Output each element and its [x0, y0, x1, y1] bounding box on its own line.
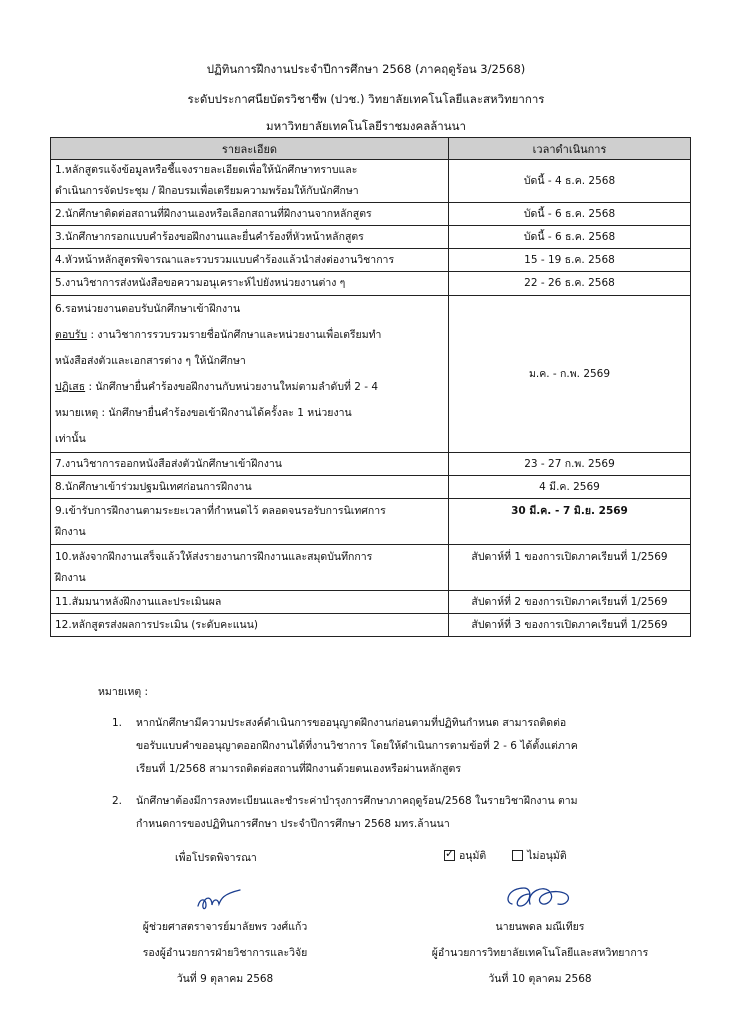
notes-title: หมายเหตุ :: [98, 686, 149, 698]
row-remark: หมายเหตุ : นักศึกษายื่นคำร้องขอเข้าฝึกงานได้ครั้งละ 1 หน่วยงาน: [55, 407, 352, 419]
note-text: [136, 790, 696, 836]
row-text: 10.หลังจากฝึกงานเสร็จแล้วให้ส่งรายงานการฝึกงานและสมุดบันทึกการ: [55, 550, 373, 563]
row-detail: 12.หลักสูตรส่งผลการประเมิน (ระดับคะแนน): [51, 614, 449, 637]
note-line: ขอรับแบบคำขออนุญาตออกฝึกงานได้ที่งานวิชาการ โดยให้ดำเนินการตามข้อที่ 2 - 6 ได้ตั้งแต่ภาค: [136, 740, 578, 752]
table-row: [51, 226, 691, 249]
approval-options: [444, 847, 593, 864]
row-detail: [51, 296, 449, 453]
row-remark: เท่านั้น: [55, 433, 86, 445]
row-detail: 7.งานวิชาการออกหนังสือส่งตัวนักศึกษาเข้าฝึกงาน: [51, 453, 449, 476]
row-detail: [51, 499, 449, 545]
approve-checkbox[interactable]: [444, 850, 455, 861]
row-time: ม.ค. - ก.พ. 2569: [449, 296, 691, 453]
note-line: นักศึกษาต้องมีการลงทะเบียนและชำระค่าบำรุงการศึกษาภาคฤดูร้อน/2568 ในรายวิชาฝึกงาน ตาม: [136, 795, 578, 807]
row-time: บัดนี้ - 6 ธ.ค. 2568: [449, 203, 691, 226]
row-time: 22 - 26 ธ.ค. 2568: [449, 272, 691, 296]
row-time: 23 - 27 ก.พ. 2569: [449, 453, 691, 476]
table-row: [51, 453, 691, 476]
row-detail: 4.หัวหน้าหลักสูตรพิจารณาและรวบรวมแบบคำร้องแล้วนำส่งต่องานวิชาการ: [51, 249, 449, 272]
signer-name: นายนพดล มณีเทียร: [495, 921, 585, 933]
row-text: 9.เข้ารับการฝึกงานตามระยะเวลาที่กำหนดไว้ ตลอดจนรอรับการนิเทศการ: [55, 504, 386, 517]
table-row: [51, 545, 691, 591]
row-time: 30 มี.ค. - 7 มิ.ย. 2569: [449, 499, 691, 545]
signature-mark-icon: [190, 886, 260, 914]
row-detail: [51, 545, 449, 591]
table-row: [51, 591, 691, 614]
column-header-detail: รายละเอียด: [51, 138, 449, 160]
row-time: สัปดาห์ที่ 2 ของการเปิดภาคเรียนที่ 1/2569: [449, 591, 691, 614]
column-header-time: เวลาดำเนินการ: [449, 138, 691, 160]
row-detail: 5.งานวิชาการส่งหนังสือขอความอนุเคราะห์ไปยังหน่วยงานต่าง ๆ: [51, 272, 449, 296]
sign-date: วันที่ 9 ตุลาคม 2568: [176, 973, 274, 985]
not-approve-label: ไม่อนุมัติ: [527, 850, 567, 862]
row-detail: [51, 160, 449, 203]
row-text: ฝึกงาน: [55, 525, 86, 538]
note-number: 1.: [112, 717, 123, 729]
row-text: 6.รอหน่วยงานตอบรับนักศึกษาเข้าฝึกงาน: [55, 303, 241, 315]
row-text: ดำเนินการจัดประชุม / ฝึกอบรมเพื่อเตรียมความพร้อมให้กับนักศึกษา: [55, 185, 359, 197]
accept-line: [55, 322, 444, 348]
row-detail: 11.สัมมนาหลังฝึกงานและประเมินผล: [51, 591, 449, 614]
accept-text: : งานวิชาการรวบรวมรายชื่อนักศึกษาและหน่วยงานเพื่อเตรียมทำ: [87, 329, 382, 341]
approve-label: อนุมัติ: [459, 850, 487, 862]
doc-university: มหาวิทยาลัยเทคโนโลยีราชมงคลล้านนา: [266, 119, 466, 133]
row-detail: 3.นักศึกษากรอกแบบคำร้องขอฝึกงานและยื่นคำร้องที่หัวหน้าหลักสูตร: [51, 226, 449, 249]
table-row: [51, 614, 691, 637]
row-time: สัปดาห์ที่ 3 ของการเปิดภาคเรียนที่ 1/2569: [449, 614, 691, 637]
row-time: 15 - 19 ธ.ค. 2568: [449, 249, 691, 272]
signature-block-left: [95, 886, 355, 992]
reject-label: ปฏิเสธ: [55, 381, 86, 393]
table-row: [51, 249, 691, 272]
note-line: กำหนดการของปฏิทินการศึกษา ประจำปีการศึกษา 2568 มทร.ล้านนา: [136, 818, 450, 830]
row-time: สัปดาห์ที่ 1 ของการเปิดภาคเรียนที่ 1/2569: [449, 545, 691, 591]
row-detail: 8.นักศึกษาเข้าร่วมปฐมนิเทศก่อนการฝึกงาน: [51, 476, 449, 499]
not-approve-option[interactable]: [512, 847, 566, 864]
row-time: บัดนี้ - 4 ธ.ค. 2568: [449, 160, 691, 203]
schedule-table: [50, 137, 691, 637]
note-line: หากนักศึกษามีความประสงค์ดำเนินการขออนุญาตฝึกงานก่อนตามที่ปฏิทินกำหนด สามารถติดต่อ: [136, 717, 567, 729]
for-consideration-label: เพื่อโปรดพิจารณา: [175, 852, 257, 864]
signature-block-right: [380, 880, 700, 992]
signature-mark-icon: [500, 880, 580, 914]
row-text: หนังสือส่งตัวและเอกสารต่าง ๆ ให้นักศึกษา: [55, 355, 246, 367]
row-text: ฝึกงาน: [55, 571, 86, 584]
approve-option[interactable]: [444, 847, 486, 864]
doc-subtitle: ระดับประกาศนียบัตรวิชาชีพ (ปวช.) วิทยาลัยเทคโนโลยีและสหวิทยาการ: [187, 92, 545, 106]
table-row: [51, 499, 691, 545]
not-approve-checkbox[interactable]: [512, 850, 523, 861]
sign-date: วันที่ 10 ตุลาคม 2568: [488, 973, 592, 985]
note-number: 2.: [112, 795, 123, 807]
table-row: [51, 476, 691, 499]
signer-position: รองผู้อำนวยการฝ่ายวิชาการและวิจัย: [142, 947, 308, 959]
row-detail: 2.นักศึกษาติดต่อสถานที่ฝึกงานเองหรือเลือกสถานที่ฝึกงานจากหลักสูตร: [51, 203, 449, 226]
table-row: [51, 160, 691, 203]
row-time: 4 มี.ค. 2569: [449, 476, 691, 499]
table-row: [51, 296, 691, 453]
reject-line: [55, 374, 444, 400]
row-time: บัดนี้ - 6 ธ.ค. 2568: [449, 226, 691, 249]
reject-text: : นักศึกษายื่นคำร้องขอฝึกงานกับหน่วยงานใหม่ตามลำดับที่ 2 - 4: [85, 381, 379, 393]
note-line: เรียนที่ 1/2568 สามารถติดต่อสถานที่ฝึกงานด้วยตนเองหรือผ่านหลักสูตร: [136, 763, 462, 775]
row-text: 1.หลักสูตรแจ้งข้อมูลหรือชี้แจงรายละเอียดเพื่อให้นักศึกษาทราบและ: [55, 164, 358, 176]
signer-name: ผู้ช่วยศาสตราจารย์มาลัยพร วงศ์แก้ว: [142, 921, 308, 933]
signer-position: ผู้อำนวยการวิทยาลัยเทคโนโลยีและสหวิทยาการ: [431, 947, 649, 959]
doc-title: ปฏิทินการฝึกงานประจำปีการศึกษา 2568 (ภาคฤดูร้อน 3/2568): [206, 62, 526, 76]
table-row: [51, 272, 691, 296]
accept-label: ตอบรับ: [55, 329, 88, 341]
table-header-row: [51, 138, 691, 160]
table-row: [51, 203, 691, 226]
note-text: [136, 712, 696, 781]
